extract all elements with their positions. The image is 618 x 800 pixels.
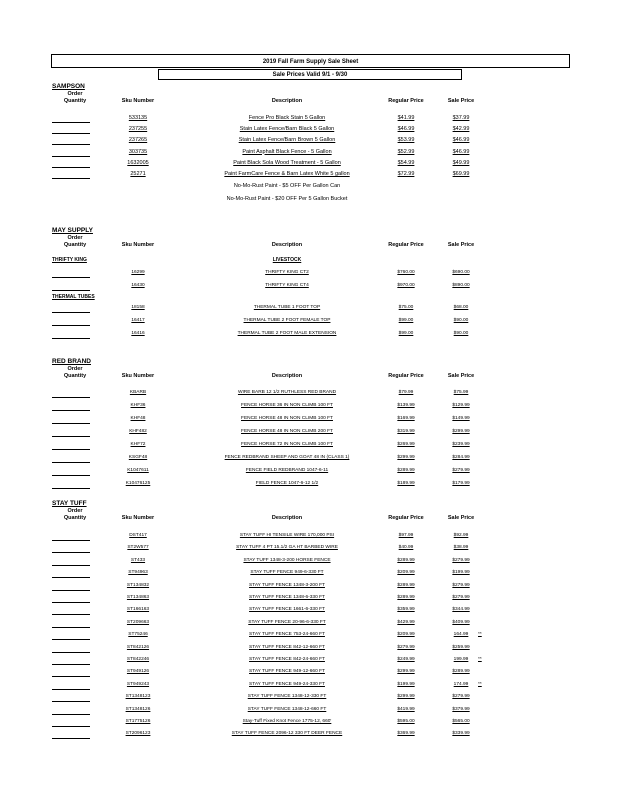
sale-price-cell: $259.99 [452,644,470,650]
sale-dates: Sale Prices Valid 9/1 - 9/30 [158,69,462,80]
sale-price-cell: $68.00 [453,305,469,310]
regular-price-cell: $970.00 [397,283,415,288]
section-title-sampson: SAMPSON [52,83,85,90]
description-cell: THERMAL TUBE 1 FOOT TOP [253,305,321,310]
sale-price-cell: $279.99 [452,468,470,473]
description-cell: FENCE HORSE 36 IN NON CLIMB 100 FT [241,403,333,408]
order-quantity-line[interactable] [52,627,90,628]
description-cell: Paint Asphalt Black Fence - 5 Gallon [242,148,332,155]
sale-price-cell: $69.99 [452,171,470,177]
sale-price-cell: 164.99 [453,632,469,638]
regular-price-cell: $429.99 [397,619,415,625]
promo-note: No-Mo-Rust Paint - $20 OFF Per 5 Gallon Bucket [226,195,348,202]
sku-cell: 18158 [131,305,145,310]
sku-cell: 1632005 [127,159,149,166]
sale-price-cell: $199.99 [452,570,470,576]
regular-price-cell: $369.99 [397,731,415,737]
regular-price-header: Regular Price [388,242,424,248]
regular-price-cell: $99.00 [398,318,414,323]
order-quantity-line[interactable] [52,325,90,326]
regular-price-cell: $289.99 [397,468,415,473]
sku-cell: ST433 [130,557,146,563]
order-quantity-line[interactable] [52,552,90,553]
sale-price-cell: $37.99 [452,115,470,121]
sale-price-cell: $339.99 [452,731,470,737]
sku-cell: KHF36 [130,403,146,408]
description-cell: FENCE HORSE 48 IN NON CLIMB 100 FT [241,416,333,421]
description-cell: STAY TUFF FENCE 949-6-330 FT [250,570,324,576]
sku-header: Sku Number [121,98,155,104]
regular-price-cell: $209.99 [397,570,415,576]
description-cell: FENCE HORSE 72 IN NON CLIMB 100 FT [241,442,333,447]
order-quantity-line[interactable] [52,397,90,398]
order-header: Order [67,366,83,372]
quantity-header: Quantity [63,515,87,521]
promo-note: No-Mo-Rust Paint - $5 OFF Per Gallon Can [233,183,341,189]
sku-cell: 16430 [131,283,145,288]
sale-price-cell: $299.99 [452,429,470,434]
regular-price-cell: $54.99 [397,159,415,166]
sale-price-cell: $46.99 [452,148,470,155]
sku-cell: 16417 [131,318,145,323]
order-quantity-line[interactable] [52,488,90,489]
order-quantity-line[interactable] [52,577,90,578]
regular-price-cell: $299.99 [397,455,415,460]
order-quantity-line[interactable] [52,156,90,157]
sale-marker: ** [478,681,482,687]
regular-price-cell: $99.00 [398,331,414,336]
group-title-thermal-tubes: THERMAL TUBES [52,294,95,300]
regular-price-cell: $359.99 [397,607,415,613]
sale-price-cell: $129.99 [452,403,470,408]
order-quantity-line[interactable] [52,652,90,653]
sale-price-header: Sale Price [447,242,475,248]
sku-cell: KBARB [129,390,147,395]
sku-cell: 237255 [128,126,148,133]
description-cell: STAY TUFF 1348-3-200 HORSE FENCE [243,557,331,563]
description-cell: STAY TUFF FENCE 1348-6-330 FT [249,595,325,600]
description-cell: STAY TUFF FENCE 949-24-330 FT [249,681,325,687]
description-cell: STAY TUFF FENCE 842-12-660 FT [249,644,325,650]
regular-price-cell: $289.99 [397,595,415,600]
description-cell: FENCE REDBRAND SHEEP AND GOAT 48 IN (CLASS 1) [224,455,350,460]
sale-price-cell: $344.99 [452,607,470,613]
regular-price-cell: $139.99 [397,403,415,408]
sku-cell: K10476125 [125,481,151,486]
sku-cell: ST1348123 [125,694,151,700]
regular-price-cell: $169.99 [397,416,415,421]
sale-marker: ** [478,632,482,638]
description-header: Description [271,242,303,248]
order-quantity-line[interactable] [52,639,90,640]
sku-cell: ST949126 [126,669,150,675]
sale-price-header: Sale Price [447,373,475,379]
sku-cell: KHF48 [130,416,146,421]
sale-price-cell: $279.99 [452,595,470,600]
regular-price-cell: $189.99 [397,481,415,486]
order-quantity-line[interactable] [52,122,90,123]
order-quantity-line[interactable] [52,167,90,168]
regular-price-cell: $209.99 [397,632,415,638]
order-quantity-line[interactable] [52,602,90,603]
sku-cell: 16416 [131,331,145,336]
sale-price-cell: $49.99 [452,159,470,166]
sku-cell: ST842126 [126,644,150,650]
sku-cell: ST949243 [126,681,150,687]
description-cell: STAY TUFF FENCE 1348-12-660 FT [247,706,327,712]
order-header: Order [67,508,83,514]
order-quantity-line[interactable] [52,689,90,690]
sku-header: Sku Number [121,242,155,248]
section-title-stay-tuff: STAY TUFF [52,500,87,507]
order-quantity-line[interactable] [52,590,90,591]
order-quantity-line[interactable] [52,738,90,739]
regular-price-cell: $40.99 [398,545,414,551]
description-cell: STAY TUFF FENCE 1348-12-330 FT [247,694,327,700]
description-cell: STAY TUFF 4 PT 15.1/2 GA HT BARBED WIRE [236,545,338,551]
quantity-header: Quantity [63,242,87,248]
description-cell: THERMAL TUBE 2 FOOT MALE EXTENSION [237,331,337,336]
order-quantity-line[interactable] [52,462,90,463]
sku-cell: 237265 [128,137,148,144]
regular-price-cell: $760.00 [397,270,415,275]
regular-price-header: Regular Price [388,373,424,379]
quantity-header: Quantity [63,373,87,379]
description-cell: STAY TUFF HI TENSILE WIRE 170,000 PSI [239,533,335,538]
description-header: Description [271,373,303,379]
sale-price-cell: $379.99 [452,706,470,712]
regular-price-cell: $52.99 [397,148,415,155]
description-cell: STAY TUFF FENCE 842-24-660 FT [249,657,325,662]
order-quantity-line[interactable] [52,449,90,450]
sku-cell: KSGF48 [128,455,148,460]
sale-price-cell: $38.99 [453,545,469,551]
sale-price-cell: $179.99 [452,481,470,486]
order-quantity-line[interactable] [52,701,90,702]
sale-price-cell: $279.99 [452,582,470,588]
sale-price-cell: $149.99 [452,416,470,421]
order-quantity-line[interactable] [52,423,90,424]
description-cell: THRIFTY KING CT2 [265,270,309,275]
regular-price-cell: $41.99 [397,115,415,121]
sale-price-cell: $279.99 [452,557,470,563]
sale-price-cell: $75.99 [453,390,469,395]
sale-price-header: Sale Price [447,98,475,104]
description-cell: Paint FarmCare Fence & Barn Latex White 5 gallon [224,171,350,177]
order-quantity-line[interactable] [52,540,90,541]
sale-price-cell: $42.99 [452,126,470,133]
sheet-title: 2019 Fall Farm Supply Sale Sheet [51,54,570,68]
order-quantity-line[interactable] [52,277,90,278]
description-cell: THERMAL TUBE 2 FOOT FEMALE TOP [243,318,331,323]
regular-price-cell: $249.99 [397,657,415,662]
order-quantity-line[interactable] [52,410,90,411]
sku-header: Sku Number [121,515,155,521]
sku-cell: KHF482 [129,429,147,434]
order-quantity-line[interactable] [52,178,90,179]
order-quantity-line[interactable] [52,133,90,134]
regular-price-cell: $97.99 [398,533,414,538]
order-quantity-line[interactable] [52,290,90,291]
sku-cell: ST134863 [126,595,150,600]
regular-price-cell: $289.99 [397,582,415,588]
order-quantity-line[interactable] [52,614,90,615]
sku-cell: 25271 [130,171,146,177]
sku-cell: ST2096123 [125,731,151,737]
sale-price-cell: $90.00 [453,331,469,336]
order-quantity-line[interactable] [52,436,90,437]
regular-price-cell: $75.00 [398,305,414,310]
sku-cell: ST842246 [126,657,150,662]
regular-price-cell: $269.99 [397,442,415,447]
sku-cell: ST166163 [126,607,150,613]
sku-cell: ST134832 [126,582,150,588]
order-quantity-line[interactable] [52,726,90,727]
description-cell: Stay-Tuff Fixed Knot Fence 1775-12, 660' [242,719,332,724]
sku-header: Sku Number [121,373,155,379]
sale-price-cell: $890.00 [452,283,470,288]
regular-price-cell: $289.99 [397,557,415,563]
order-quantity-line[interactable] [52,565,90,566]
sku-cell: DST417 [129,533,147,538]
sku-cell: KHF72 [130,442,146,447]
sku-cell: ST2W577 [127,545,149,551]
description-cell: STAY TUFF FENCE 2096-12 330 FT DEER FENCE [231,731,343,737]
regular-price-cell: $279.99 [397,644,415,650]
section-title-red-brand: RED BRAND [52,358,91,365]
regular-price-cell: $46.99 [397,126,415,133]
description-cell: Stain Latex Fence/Barn Brown 5 Gallon [238,137,336,144]
regular-price-cell: $79.99 [398,390,414,395]
regular-price-cell: $319.99 [397,429,415,434]
sku-cell: ST209663 [126,619,150,625]
regular-price-cell: $199.99 [397,681,415,687]
description-cell: Paint Black Sola Wood Treatment - 5 Gallon [233,159,341,166]
sale-price-cell: 199.99 [453,657,469,662]
quantity-header: Quantity [63,98,87,104]
sku-cell: 533135 [128,115,148,121]
regular-price-cell: $595.00 [397,719,415,724]
sale-price-cell: $46.99 [452,137,470,144]
description-cell: STAY TUFF FENCE 753-24-660 FT [249,632,325,638]
sale-price-cell: 174.99 [453,681,469,687]
sku-cell: ST75246 [128,632,148,638]
sku-cell: ST94963 [128,570,148,576]
sale-price-cell: $409.99 [452,619,470,625]
sale-marker: ** [478,657,482,662]
description-cell: FENCE FIELD REDBRAND 1047-6-11 [245,468,329,473]
sku-cell: 303735 [128,148,148,155]
sku-cell: 16299 [131,270,145,275]
regular-price-cell: $72.99 [397,171,415,177]
description-cell: FIELD FENCE 1047-6-12 1/2 [255,481,319,486]
description-cell: STAY TUFF FENCE 1661-6-330 FT [249,607,325,613]
order-quantity-line[interactable] [52,676,90,677]
sale-price-cell: $289.99 [452,669,470,675]
description-cell: WIRE BARB 12 1/2 RUTHLESS RED BRAND [237,390,337,395]
group-desc-livestock: LIVESTOCK [272,257,302,263]
regular-price-cell: $299.99 [397,694,415,700]
sale-price-cell: $92.99 [453,533,469,538]
order-quantity-line[interactable] [52,475,90,476]
sale-price-header: Sale Price [447,515,475,521]
order-quantity-line[interactable] [52,664,90,665]
description-cell: STAY TUFF FENCE 1348-3-200 FT [249,582,325,588]
sku-cell: ST1348126 [125,706,151,712]
section-title-may-supply: MAY SUPPLY [52,227,93,234]
sale-price-cell: $90.00 [453,318,469,323]
description-cell: FENCE HORSE 48 IN NON CLIMB 200 FT [241,429,333,434]
order-header: Order [67,235,83,241]
order-quantity-line[interactable] [52,338,90,339]
description-cell: THRIFTY KING CT4 [265,283,309,288]
description-cell: STAY TUFF FENCE 949-12-660 FT [249,669,325,675]
description-cell: Fence Pro Black Stain 5 Gallon [248,115,326,121]
description-header: Description [271,98,303,104]
regular-price-header: Regular Price [388,98,424,104]
group-title-thrifty-king: THRIFTY KING [52,257,87,263]
sku-cell: ST1775126 [125,719,151,724]
description-header: Description [271,515,303,521]
regular-price-cell: $53.99 [397,137,415,144]
description-cell: Stain Latex Fence/Barn Black 5 Gallon [239,126,335,133]
sale-price-cell: $565.00 [452,719,470,724]
order-quantity-line[interactable] [52,312,90,313]
sale-price-cell: $284.99 [452,455,470,460]
regular-price-header: Regular Price [388,515,424,521]
order-header: Order [67,91,83,97]
regular-price-cell: $299.99 [397,669,415,675]
sku-cell: K1047611 [127,468,149,473]
sale-price-cell: $690.00 [452,270,470,275]
sale-price-cell: $279.99 [452,694,470,700]
sale-price-cell: $239.99 [452,442,470,447]
order-quantity-line[interactable] [52,714,90,715]
regular-price-cell: $419.99 [397,706,415,712]
order-quantity-line[interactable] [52,144,90,145]
description-cell: STAY TUFF FENCE 20-96-6-330 FT [248,619,326,625]
